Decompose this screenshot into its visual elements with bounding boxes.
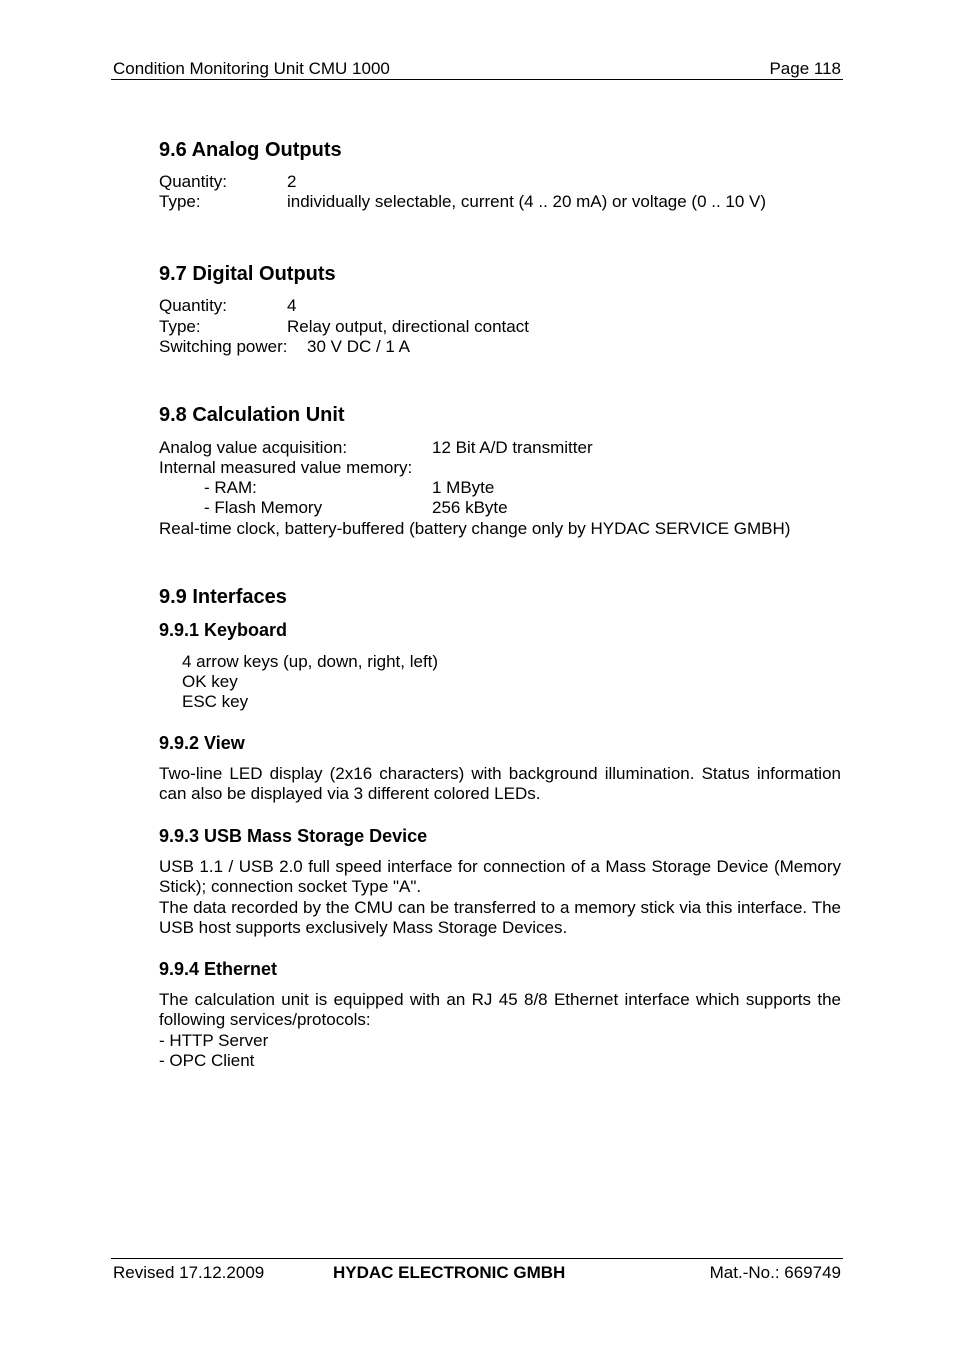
analog-acquisition-value: 12 Bit A/D transmitter: [432, 438, 593, 457]
flash-label: - Flash Memory: [204, 498, 323, 517]
header-rule: [111, 79, 843, 80]
clock-text: Real-time clock, battery-buffered (battery change only by HYDAC SERVICE GMBH): [159, 519, 791, 538]
section-9-7-title: 9.7 Digital Outputs: [159, 263, 336, 285]
switching-power-value: 30 V DC / 1 A: [307, 337, 410, 356]
section-9-9-title: 9.9 Interfaces: [159, 586, 287, 608]
header-page-number: Page 118: [769, 59, 841, 78]
header-doc-title: Condition Monitoring Unit CMU 1000: [113, 59, 390, 78]
switching-power-label: Switching power:: [159, 337, 288, 356]
digital-quantity-value: 4: [287, 296, 297, 315]
analog-quantity-label: Quantity:: [159, 172, 228, 191]
section-9-8-title: 9.8 Calculation Unit: [159, 404, 345, 426]
usb-text-2: The data recorded by the CMU can be transferred to a memory stick via this interface. The USB host supports exclusively Mass Storage Devices.: [159, 898, 841, 937]
digital-quantity-label: Quantity:: [159, 296, 228, 315]
section-9-9-2-title: 9.9.2 View: [159, 733, 245, 753]
footer-revised: Revised 17.12.2009: [113, 1263, 265, 1282]
keyboard-line: ESC key: [182, 692, 249, 711]
footer-mat-no: Mat.-No.: 669749: [709, 1263, 841, 1282]
digital-type-label: Type:: [159, 317, 201, 336]
usb-text-1: USB 1.1 / USB 2.0 full speed interface for connection of a Mass Storage Device (Memory Stick); connection socket Type "A".: [159, 857, 841, 896]
ethernet-text: The calculation unit is equipped with an RJ 45 8/8 Ethernet interface which supports the following services/protocols:: [159, 990, 841, 1029]
section-9-9-1-title: 9.9.1 Keyboard: [159, 620, 288, 640]
ethernet-item: - HTTP Server: [159, 1031, 269, 1050]
flash-value: 256 kByte: [432, 498, 508, 517]
section-9-6-title: 9.6 Analog Outputs: [159, 139, 342, 161]
digital-type-value: Relay output, directional contact: [287, 317, 529, 336]
ram-value: 1 MByte: [432, 478, 495, 497]
footer-company: HYDAC ELECTRONIC GMBH: [333, 1263, 566, 1282]
analog-type-label: Type:: [159, 192, 201, 211]
footer-rule: [111, 1258, 843, 1259]
analog-quantity-value: 2: [287, 172, 297, 191]
view-text: Two-line LED display (2x16 characters) with background illumination. Status information can also be displayed via 3 different colored LEDs.: [159, 764, 841, 803]
ethernet-item: - OPC Client: [159, 1051, 255, 1070]
analog-type-value: individually selectable, current (4 .. 20 mA) or voltage (0 .. 10 V): [287, 192, 767, 211]
keyboard-line: OK key: [182, 672, 238, 691]
section-9-9-3-title: 9.9.3 USB Mass Storage Device: [159, 826, 428, 846]
ram-label: - RAM:: [204, 478, 257, 497]
analog-acquisition-label: Analog value acquisition:: [159, 438, 348, 457]
memory-label: Internal measured value memory:: [159, 458, 413, 477]
keyboard-line: 4 arrow keys (up, down, right, left): [182, 652, 439, 671]
section-9-9-4-title: 9.9.4 Ethernet: [159, 959, 278, 979]
